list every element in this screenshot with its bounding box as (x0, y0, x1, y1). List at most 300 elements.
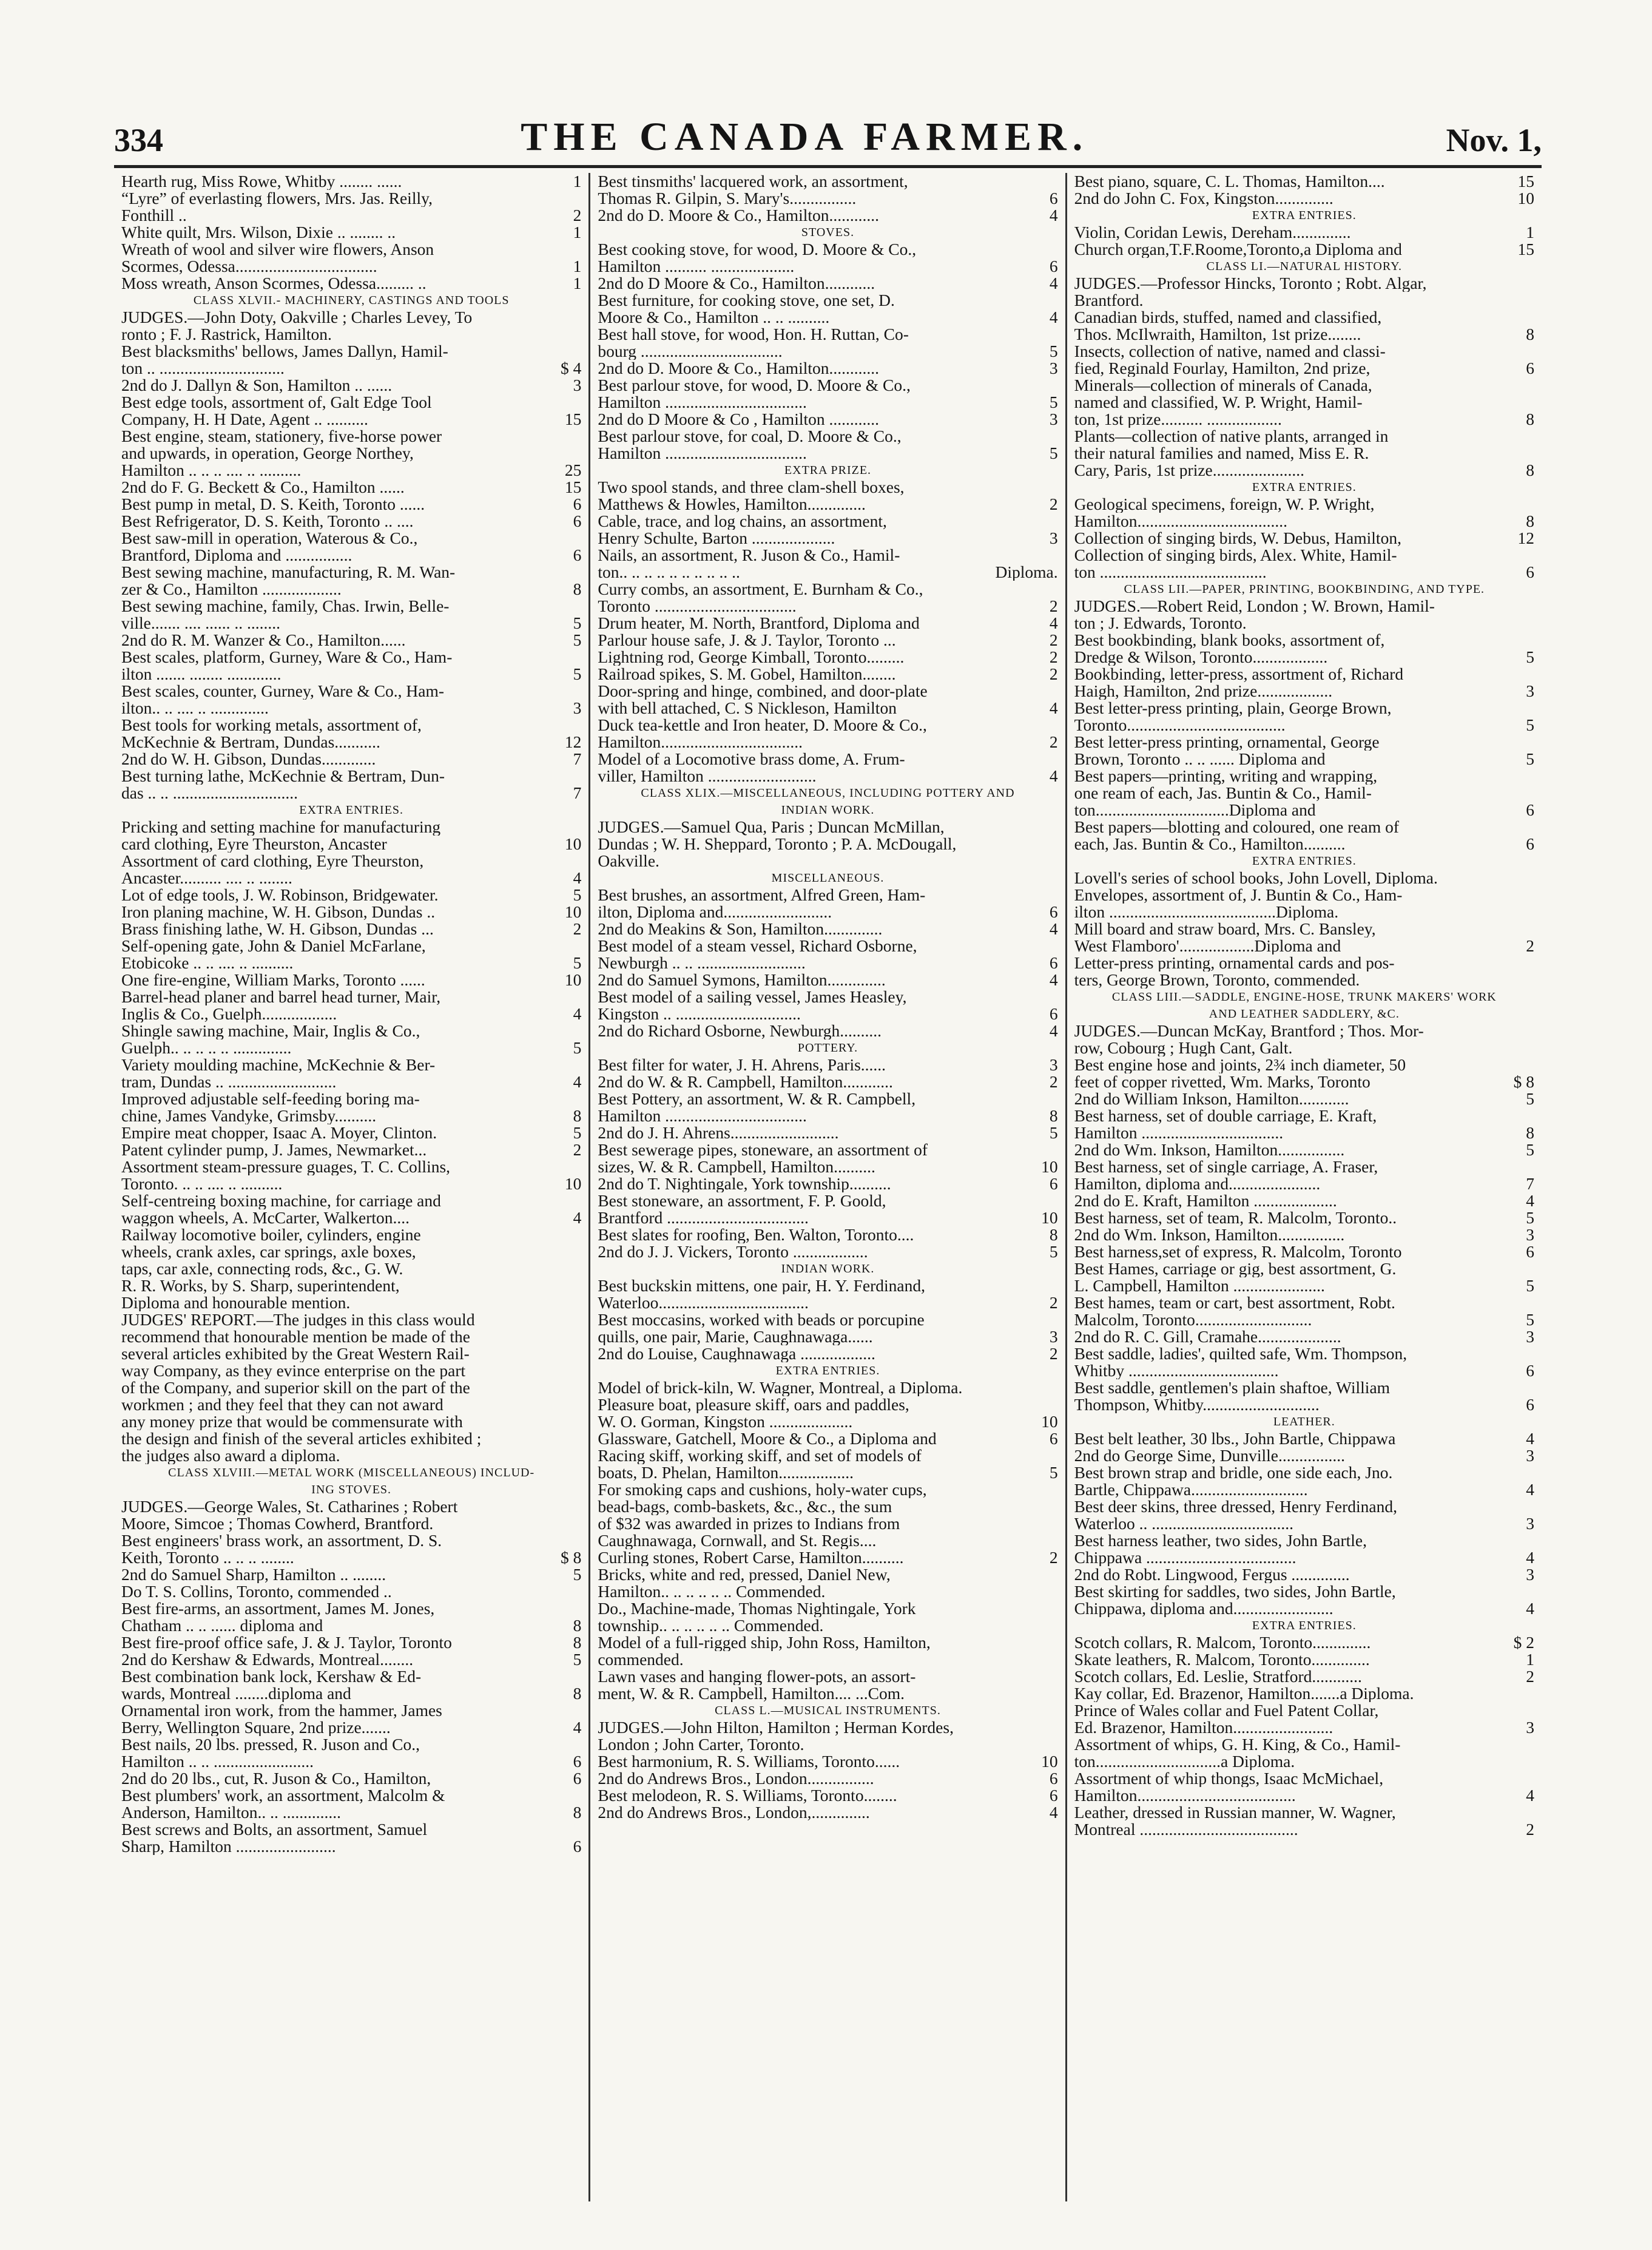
entry-amount: 2 (1049, 734, 1058, 751)
prize-entry (121, 1634, 581, 1651)
prize-entry (121, 717, 581, 734)
prize-entry (598, 615, 1057, 632)
entry-text: For smoking caps and cushions, holy-water cups, (598, 1481, 927, 1498)
entry-text: Dundas ; W. H. Sheppard, Toronto ; P. A. McDougall, (598, 836, 957, 853)
prize-entry (1074, 513, 1534, 530)
entry-amount: 5 (1049, 1124, 1058, 1141)
prize-entry (1074, 224, 1534, 241)
entry-amount: 25 (564, 462, 582, 479)
entry-text: 2nd do Wm. Inkson, Hamilton................ (1074, 1141, 1345, 1158)
prize-entry (121, 258, 581, 275)
entry-amount: 6 (1526, 564, 1534, 581)
entry-text: Bartle, Chippawa............................ (1074, 1481, 1308, 1498)
entry-text: Best combination bank lock, Kershaw & Ed- (121, 1668, 422, 1685)
entry-text: Hamilton.................................. (598, 734, 803, 751)
prize-entry (121, 1005, 581, 1022)
entry-text: Kay collar, Ed. Brazenor, Hamilton.......a Diploma. (1074, 1685, 1414, 1702)
prize-entry (121, 1277, 581, 1294)
entry-text: 2nd do J. Dallyn & Son, Hamilton .. ...... (121, 377, 393, 394)
entry-text: Railroad spikes, S. M. Gobel, Hamilton........ (598, 666, 896, 683)
entry-amount: 5 (573, 1566, 582, 1583)
entry-amount: 3 (1049, 530, 1058, 547)
entry-amount: 2 (1049, 1073, 1058, 1090)
prize-entry (121, 1294, 581, 1311)
entry-text: Best brushes, an assortment, Alfred Green, Ham- (598, 887, 926, 904)
entry-text: Barrel-head planer and barrel head turner, Mair, (121, 988, 441, 1005)
entry-amount: 5 (573, 615, 582, 632)
entry-text: Best parlour stove, for wood, D. Moore & Co., (598, 377, 911, 394)
prize-entry (1074, 564, 1534, 581)
prize-entry (121, 1362, 581, 1379)
entry-amount: 2 (1049, 1549, 1058, 1566)
entry-text: Pricking and setting machine for manufacturing (121, 819, 441, 836)
entry-text: Best furniture, for cooking stove, one set, D. (598, 292, 895, 309)
prize-entry (1074, 241, 1534, 258)
prize-entry (598, 479, 1057, 496)
entry-text: Chippawa, diploma and........................ (1074, 1600, 1333, 1617)
entry-text: any money prize that would be commensurate with (121, 1413, 463, 1430)
entry-text: Letter-press printing, ornamental cards and pos- (1074, 954, 1395, 971)
prize-entry (1074, 1464, 1534, 1481)
section-heading: ING STOVES. (311, 1483, 392, 1496)
prize-entry (1074, 768, 1534, 785)
prize-entry (121, 1379, 581, 1396)
entry-text: Montreal ...................................... (1074, 1821, 1298, 1838)
prize-entry (121, 1192, 581, 1209)
entry-text: Best engine, steam, stationery, five-horse power (121, 428, 442, 445)
entry-text: Best harmonium, R. S. Williams, Toronto...... (598, 1753, 900, 1770)
entry-text: ilton ........................................Diploma. (1074, 904, 1339, 921)
entry-text: card clothing, Eyre Theurston, Ancaster (121, 836, 387, 853)
entry-text: each, Jas. Buntin & Co., Hamilton.......... (1074, 836, 1346, 853)
prize-entry (1074, 1447, 1534, 1464)
entry-text: Best bookbinding, blank books, assortment of, (1074, 632, 1385, 649)
prize-entry (121, 649, 581, 666)
entry-amount: 4 (1526, 1430, 1534, 1447)
entry-amount: 5 (1526, 751, 1534, 768)
prize-entry (1074, 971, 1534, 988)
prize-entry (1074, 530, 1534, 547)
entry-text: 2nd do J. J. Vickers, Toronto .................. (598, 1243, 868, 1260)
entry-amount: 2 (1049, 1345, 1058, 1362)
entry-text: JUDGES.—George Wales, St. Catharines ; Robert (121, 1498, 458, 1515)
issue-date: Nov. 1, (1446, 122, 1542, 158)
prize-entry (121, 1600, 581, 1617)
prize-entry (1074, 394, 1534, 411)
entry-text: sizes, W. & R. Campbell, Hamilton.......... (598, 1158, 875, 1175)
prize-entry (598, 377, 1057, 394)
prize-entry (121, 598, 581, 615)
prize-entry (1074, 1311, 1534, 1328)
entry-amount: 15 (564, 479, 582, 496)
prize-entry (598, 632, 1057, 649)
entry-amount: 3 (573, 377, 582, 394)
prize-entry (598, 309, 1057, 326)
prize-entry (598, 530, 1057, 547)
entry-text: Empire meat chopper, Isaac A. Moyer, Clinton. (121, 1124, 437, 1141)
entry-amount: 5 (573, 887, 582, 904)
prize-entry (1074, 173, 1534, 190)
entry-amount: 5 (573, 954, 582, 971)
prize-entry (121, 411, 581, 428)
entry-amount: 3 (1526, 1226, 1534, 1243)
entry-text: Brass finishing lathe, W. H. Gibson, Dundas ... (121, 921, 434, 937)
entry-amount: $ 8 (1513, 1073, 1534, 1090)
entry-text: 2nd do Richard Osborne, Newburgh.......... (598, 1022, 882, 1039)
entry-text: Anderson, Hamilton.. .. .............. (121, 1804, 342, 1821)
entry-amount: 4 (1049, 207, 1058, 224)
section-heading: CLASS LI.—NATURAL HISTORY. (1206, 260, 1402, 273)
entry-amount: 6 (573, 1770, 582, 1787)
prize-entry (121, 954, 581, 971)
prize-entry (1074, 1685, 1534, 1702)
entry-amount: 2 (573, 921, 582, 937)
entry-amount: 8 (1526, 462, 1534, 479)
entry-text: Best harness leather, two sides, John Bartle, (1074, 1532, 1367, 1549)
prize-entry (598, 751, 1057, 768)
prize-entry (121, 581, 581, 598)
section-heading: EXTRA ENTRIES. (775, 1364, 880, 1377)
prize-entry (1074, 921, 1534, 937)
entry-text: Plants—collection of native plants, arranged in (1074, 428, 1389, 445)
prize-entry (1074, 1362, 1534, 1379)
prize-entry (598, 326, 1057, 343)
entry-text: Best harness,set of express, R. Malcolm, Toronto (1074, 1243, 1402, 1260)
prize-entry (1074, 1651, 1534, 1668)
entry-text: Brantford. (1074, 292, 1144, 309)
entry-amount: 4 (573, 1719, 582, 1736)
entry-text: Model of brick-kiln, W. Wagner, Montreal, a Diploma. (598, 1379, 963, 1396)
prize-entry (121, 190, 581, 207)
entry-text: Duck tea-kettle and Iron heater, D. Moore & Co., (598, 717, 927, 734)
prize-entry (1074, 1634, 1534, 1651)
entry-amount: 2 (1049, 632, 1058, 649)
prize-entry (598, 1396, 1057, 1413)
prize-entry (121, 666, 581, 683)
section-heading: LEATHER. (1273, 1415, 1335, 1428)
prize-entry (598, 1668, 1057, 1685)
entry-amount: 4 (1049, 1022, 1058, 1039)
entry-text: commended. (598, 1651, 684, 1668)
entry-text: Self-centreing boxing machine, for carriage and (121, 1192, 441, 1209)
entry-text: Hamilton .................................. (598, 1107, 807, 1124)
entry-text: Ornamental iron work, from the hammer, James (121, 1702, 442, 1719)
prize-entry (121, 428, 581, 445)
prize-entry (121, 836, 581, 853)
entry-text: bourg .................................. (598, 343, 783, 360)
entry-text: 2nd do Meakins & Son, Hamilton.............. (598, 921, 883, 937)
prize-entry (598, 275, 1057, 292)
entry-amount: 6 (1526, 802, 1534, 819)
entry-amount: 4 (573, 1073, 582, 1090)
prize-entry (1074, 1702, 1534, 1719)
section-heading: AND LEATHER SADDLERY, &C. (1209, 1007, 1400, 1021)
prize-entry (1074, 1396, 1534, 1413)
entry-amount: 1 (1526, 1651, 1534, 1668)
prize-entry (598, 1651, 1057, 1668)
entry-amount: 5 (573, 632, 582, 649)
entry-text: of the Company, and superior skill on the part of the (121, 1379, 470, 1396)
prize-entry (121, 1243, 581, 1260)
entry-text: London ; John Carter, Toronto. (598, 1736, 804, 1753)
prize-entry (121, 988, 581, 1005)
page-number: 334 (114, 122, 163, 158)
entry-amount: 15 (1517, 173, 1534, 190)
prize-entry (1074, 904, 1534, 921)
entry-text: Racing skiff, working skiff, and set of models of (598, 1447, 922, 1464)
prize-entry (121, 1702, 581, 1719)
entry-text: Moore, Simcoe ; Thomas Cowherd, Brantford. (121, 1515, 434, 1532)
entry-amount: 4 (573, 1209, 582, 1226)
entry-amount: 2 (1526, 937, 1534, 954)
entry-text: Cable, trace, and log chains, an assortment, (598, 513, 887, 530)
prize-entry (121, 1328, 581, 1345)
entry-amount: 4 (1526, 1549, 1534, 1566)
entry-text: McKechnie & Bertram, Dundas........... (121, 734, 380, 751)
entry-text: JUDGES.—John Doty, Oakville ; Charles Levey, To (121, 309, 473, 326)
entry-amount: 6 (573, 547, 582, 564)
prize-entry (598, 1413, 1057, 1430)
entry-text: Hamilton .......... .................... (598, 258, 795, 275)
entry-text: Collection of singing birds, W. Debus, Hamilton, (1074, 530, 1401, 547)
entry-text: Moss wreath, Anson Scormes, Odessa......... .. (121, 275, 426, 292)
entry-text: Best harness, set of single carriage, A. Fraser, (1074, 1158, 1378, 1175)
section-heading: STOVES. (801, 226, 855, 239)
entry-amount: $ 8 (560, 1549, 582, 1566)
prize-entry (121, 1583, 581, 1600)
entry-amount: 10 (1041, 1158, 1058, 1175)
entry-text: One fire-engine, William Marks, Toronto ...... (121, 971, 425, 988)
entry-text: Curry combs, an assortment, E. Burnham & Co., (598, 581, 923, 598)
entry-amount: 6 (1526, 1362, 1534, 1379)
prize-entry (598, 445, 1057, 462)
entry-text: Brown, Toronto .. .. ...... Diploma and (1074, 751, 1326, 768)
entry-text: ville....... .... ...... .. ........ (121, 615, 281, 632)
entry-text: Best Hames, carriage or gig, best assortment, G. (1074, 1260, 1397, 1277)
entry-amount: 1 (573, 275, 582, 292)
prize-entry (121, 513, 581, 530)
entry-text: Best Refrigerator, D. S. Keith, Toronto .. .... (121, 513, 414, 530)
prize-entry (121, 377, 581, 394)
prize-entry (598, 700, 1057, 717)
entry-text: Best harness, set of double carriage, E. Kraft, (1074, 1107, 1377, 1124)
entry-text: Best buckskin mittens, one pair, H. Y. Ferdinand, (598, 1277, 926, 1294)
entry-text: Hamilton.................................... (1074, 513, 1288, 530)
entry-amount: 5 (573, 1651, 582, 1668)
entry-text: Best sewing machine, manufacturing, R. M. Wan- (121, 564, 456, 581)
entry-text: Violin, Coridan Lewis, Dereham.............. (1074, 224, 1351, 241)
entry-text: Drum heater, M. North, Brantford, Diploma and (598, 615, 920, 632)
entry-text: workmen ; and they feel that they can not award (121, 1396, 443, 1413)
prize-entry (1074, 377, 1534, 394)
entry-text: ton................................Diploma and (1074, 802, 1316, 819)
entry-text: Best hames, team or cart, best assortment, Robt. (1074, 1294, 1395, 1311)
entry-amount: 8 (573, 1634, 582, 1651)
entry-amount: 5 (1049, 1464, 1058, 1481)
entry-amount: 3 (1049, 1056, 1058, 1073)
prize-entry (598, 1583, 1057, 1600)
entry-text: Best papers—printing, writing and wrapping, (1074, 768, 1378, 785)
entry-amount: 5 (1526, 649, 1534, 666)
entry-text: Company, H. H Date, Agent .. .......... (121, 411, 368, 428)
entry-amount: 5 (1526, 1311, 1534, 1328)
entry-text: Best edge tools, assortment of, Galt Edge Tool (121, 394, 432, 411)
entry-text: Collection of singing birds, Alex. White, Hamil- (1074, 547, 1397, 564)
entry-text: Best engine hose and joints, 2¾ inch diameter, 50 (1074, 1056, 1406, 1073)
entry-text: Bookbinding, letter-press, assortment of, Richard (1074, 666, 1404, 683)
section-heading: CLASS L.—MUSICAL INSTRUMENTS. (715, 1704, 941, 1717)
prize-entry (598, 904, 1057, 921)
entry-text: Best fire-proof office safe, J. & J. Taylor, Toronto (121, 1634, 452, 1651)
prize-entry (121, 768, 581, 785)
entry-amount: Diploma. (995, 564, 1058, 581)
prize-entry (598, 1277, 1057, 1294)
prize-entry (121, 785, 581, 802)
entry-text: Hamilton .................................. (598, 394, 807, 411)
entry-text: Thomas R. Gilpin, S. Mary's................ (598, 190, 857, 207)
prize-entry (121, 734, 581, 751)
entry-amount: 10 (1517, 190, 1534, 207)
entry-text: Sharp, Hamilton ........................ (121, 1838, 336, 1855)
prize-entry (598, 241, 1057, 258)
entry-text: Patent cylinder pump, J. James, Newmarket... (121, 1141, 427, 1158)
entry-amount: 2 (1049, 1294, 1058, 1311)
entry-amount: 4 (1526, 1600, 1534, 1617)
entry-amount: 12 (564, 734, 582, 751)
entry-text: Best fire-arms, an assortment, James M. Jones, (121, 1600, 435, 1617)
prize-entry (1074, 1107, 1534, 1124)
prize-entry (1074, 1277, 1534, 1294)
entry-amount: 5 (1526, 1090, 1534, 1107)
entry-text: Pleasure boat, pleasure skiff, oars and paddles, (598, 1396, 909, 1413)
entry-text: JUDGES.—John Hilton, Hamilton ; Herman Kordes, (598, 1719, 954, 1736)
prize-entry (598, 836, 1057, 853)
prize-entry (1074, 428, 1534, 445)
prize-entry (121, 1039, 581, 1056)
entry-text: row, Cobourg ; Hugh Cant, Galt. (1074, 1039, 1293, 1056)
prize-entry (598, 1328, 1057, 1345)
entry-amount: 3 (1526, 1328, 1534, 1345)
prize-entry (121, 751, 581, 768)
entry-text: Dredge & Wilson, Toronto.................. (1074, 649, 1328, 666)
entry-text: township.. .. .. .. .. .. Commended. (598, 1617, 824, 1634)
entry-text: ton.. .. .. .. .. .. .. .. .. .. (598, 564, 740, 581)
entry-text: Bricks, white and red, pressed, Daniel New, (598, 1566, 891, 1583)
entry-amount: 5 (1526, 717, 1534, 734)
prize-entry (598, 937, 1057, 954)
entry-text: Best tinsmiths' lacquered work, an assortment, (598, 173, 908, 190)
prize-entry (1074, 717, 1534, 734)
entry-amount: 4 (1526, 1481, 1534, 1498)
entry-text: Best stoneware, an assortment, F. P. Goold, (598, 1192, 886, 1209)
entry-text: Best belt leather, 30 lbs., John Bartle, Chippawa (1074, 1430, 1396, 1447)
entry-text: quills, one pair, Marie, Caughnawaga...... (598, 1328, 873, 1345)
entry-text: ilton, Diploma and.......................... (598, 904, 832, 921)
entry-text: Best papers—blotting and coloured, one ream of (1074, 819, 1399, 836)
entry-amount: 6 (1049, 1175, 1058, 1192)
prize-entry (121, 1498, 581, 1515)
prize-entry (598, 1141, 1057, 1158)
entry-text: Diploma and honourable mention. (121, 1294, 351, 1311)
prize-entry (121, 1430, 581, 1447)
entry-text: Best scales, platform, Gurney, Ware & Co., Ham- (121, 649, 453, 666)
entry-text: 2nd do D. Moore & Co., Hamilton............ (598, 360, 879, 377)
prize-entry (121, 1804, 581, 1821)
entry-text: Best model of a steam vessel, Richard Osborne, (598, 937, 917, 954)
entry-amount: 6 (1049, 258, 1058, 275)
page-title: THE CANADA FARMER. (521, 115, 1089, 159)
prize-entry (121, 462, 581, 479)
entry-text: Best sewerage pipes, stoneware, an assortment of (598, 1141, 928, 1158)
prize-entry (1074, 1515, 1534, 1532)
entry-text: named and classified, W. P. Wright, Hamil- (1074, 394, 1363, 411)
entry-amount: 3 (1526, 1515, 1534, 1532)
entry-text: Self-opening gate, John & Daniel McFarlane, (121, 937, 426, 954)
entry-amount: 10 (564, 904, 582, 921)
prize-entry (598, 1056, 1057, 1073)
entry-text: 2nd do 20 lbs., cut, R. Juson & Co., Hamilton, (121, 1770, 431, 1787)
entry-amount: 3 (1049, 411, 1058, 428)
entry-text: Skate leathers, R. Malcom, Toronto.............. (1074, 1651, 1370, 1668)
prize-entry (598, 1447, 1057, 1464)
entry-amount: 2 (1049, 496, 1058, 513)
prize-entry (1074, 802, 1534, 819)
prize-entry (598, 768, 1057, 785)
entry-amount: 6 (1049, 904, 1058, 921)
entry-text: Hamilton, diploma and...................... (1074, 1175, 1321, 1192)
entry-text: Lot of edge tools, J. W. Robinson, Bridgewater. (121, 887, 439, 904)
entry-text: Prince of Wales collar and Fuel Patent Collar, (1074, 1702, 1379, 1719)
prize-entry (598, 1481, 1057, 1498)
prize-entry (598, 1192, 1057, 1209)
prize-entry (598, 1226, 1057, 1243)
prize-entry (121, 1022, 581, 1039)
entry-text: 2nd do Kershaw & Edwards, Montreal........ (121, 1651, 414, 1668)
entry-amount: 8 (573, 1804, 582, 1821)
entry-text: Waterloo.................................... (598, 1294, 809, 1311)
prize-entry (121, 1617, 581, 1634)
section-heading: CLASS XLIX.—MISCELLANEOUS, INCLUDING POTTERY AND (641, 786, 1015, 800)
entry-amount: 3 (1526, 683, 1534, 700)
entry-text: Newburgh .. .. .......................... (598, 954, 806, 971)
entry-amount: 3 (1049, 1328, 1058, 1345)
entry-text: ton..............................a Diploma. (1074, 1753, 1295, 1770)
entry-text: 2nd do D Moore & Co., Hamilton............ (598, 275, 875, 292)
prize-entry (121, 1226, 581, 1243)
prize-entry (121, 1549, 581, 1566)
entry-amount: 15 (1517, 241, 1534, 258)
entry-text: “Lyre” of everlasting flowers, Mrs. Jas. Reilly, (121, 190, 433, 207)
entry-text: Best screws and Bolts, an assortment, Samuel (121, 1821, 428, 1838)
prize-entry (1074, 887, 1534, 904)
prize-entry (121, 937, 581, 954)
prize-entry (598, 1005, 1057, 1022)
prize-entry (121, 564, 581, 581)
prize-entry (598, 1345, 1057, 1362)
prize-entry (1074, 870, 1534, 887)
entry-text: Henry Schulte, Barton .................... (598, 530, 835, 547)
entry-text: Best saddle, ladies', quilted safe, Wm. Thompson, (1074, 1345, 1408, 1362)
prize-entry (121, 343, 581, 360)
prize-entry (598, 1736, 1057, 1753)
prize-entry (121, 173, 581, 190)
prize-entry (1074, 1498, 1534, 1515)
prize-entry (598, 564, 1057, 581)
entry-text: Hearth rug, Miss Rowe, Whitby ........ ...... (121, 173, 402, 190)
entry-amount: 6 (1049, 1770, 1058, 1787)
entry-text: ters, George Brown, Toronto, commended. (1074, 971, 1360, 988)
entry-text: Scotch collars, R. Malcom, Toronto.............. (1074, 1634, 1371, 1651)
